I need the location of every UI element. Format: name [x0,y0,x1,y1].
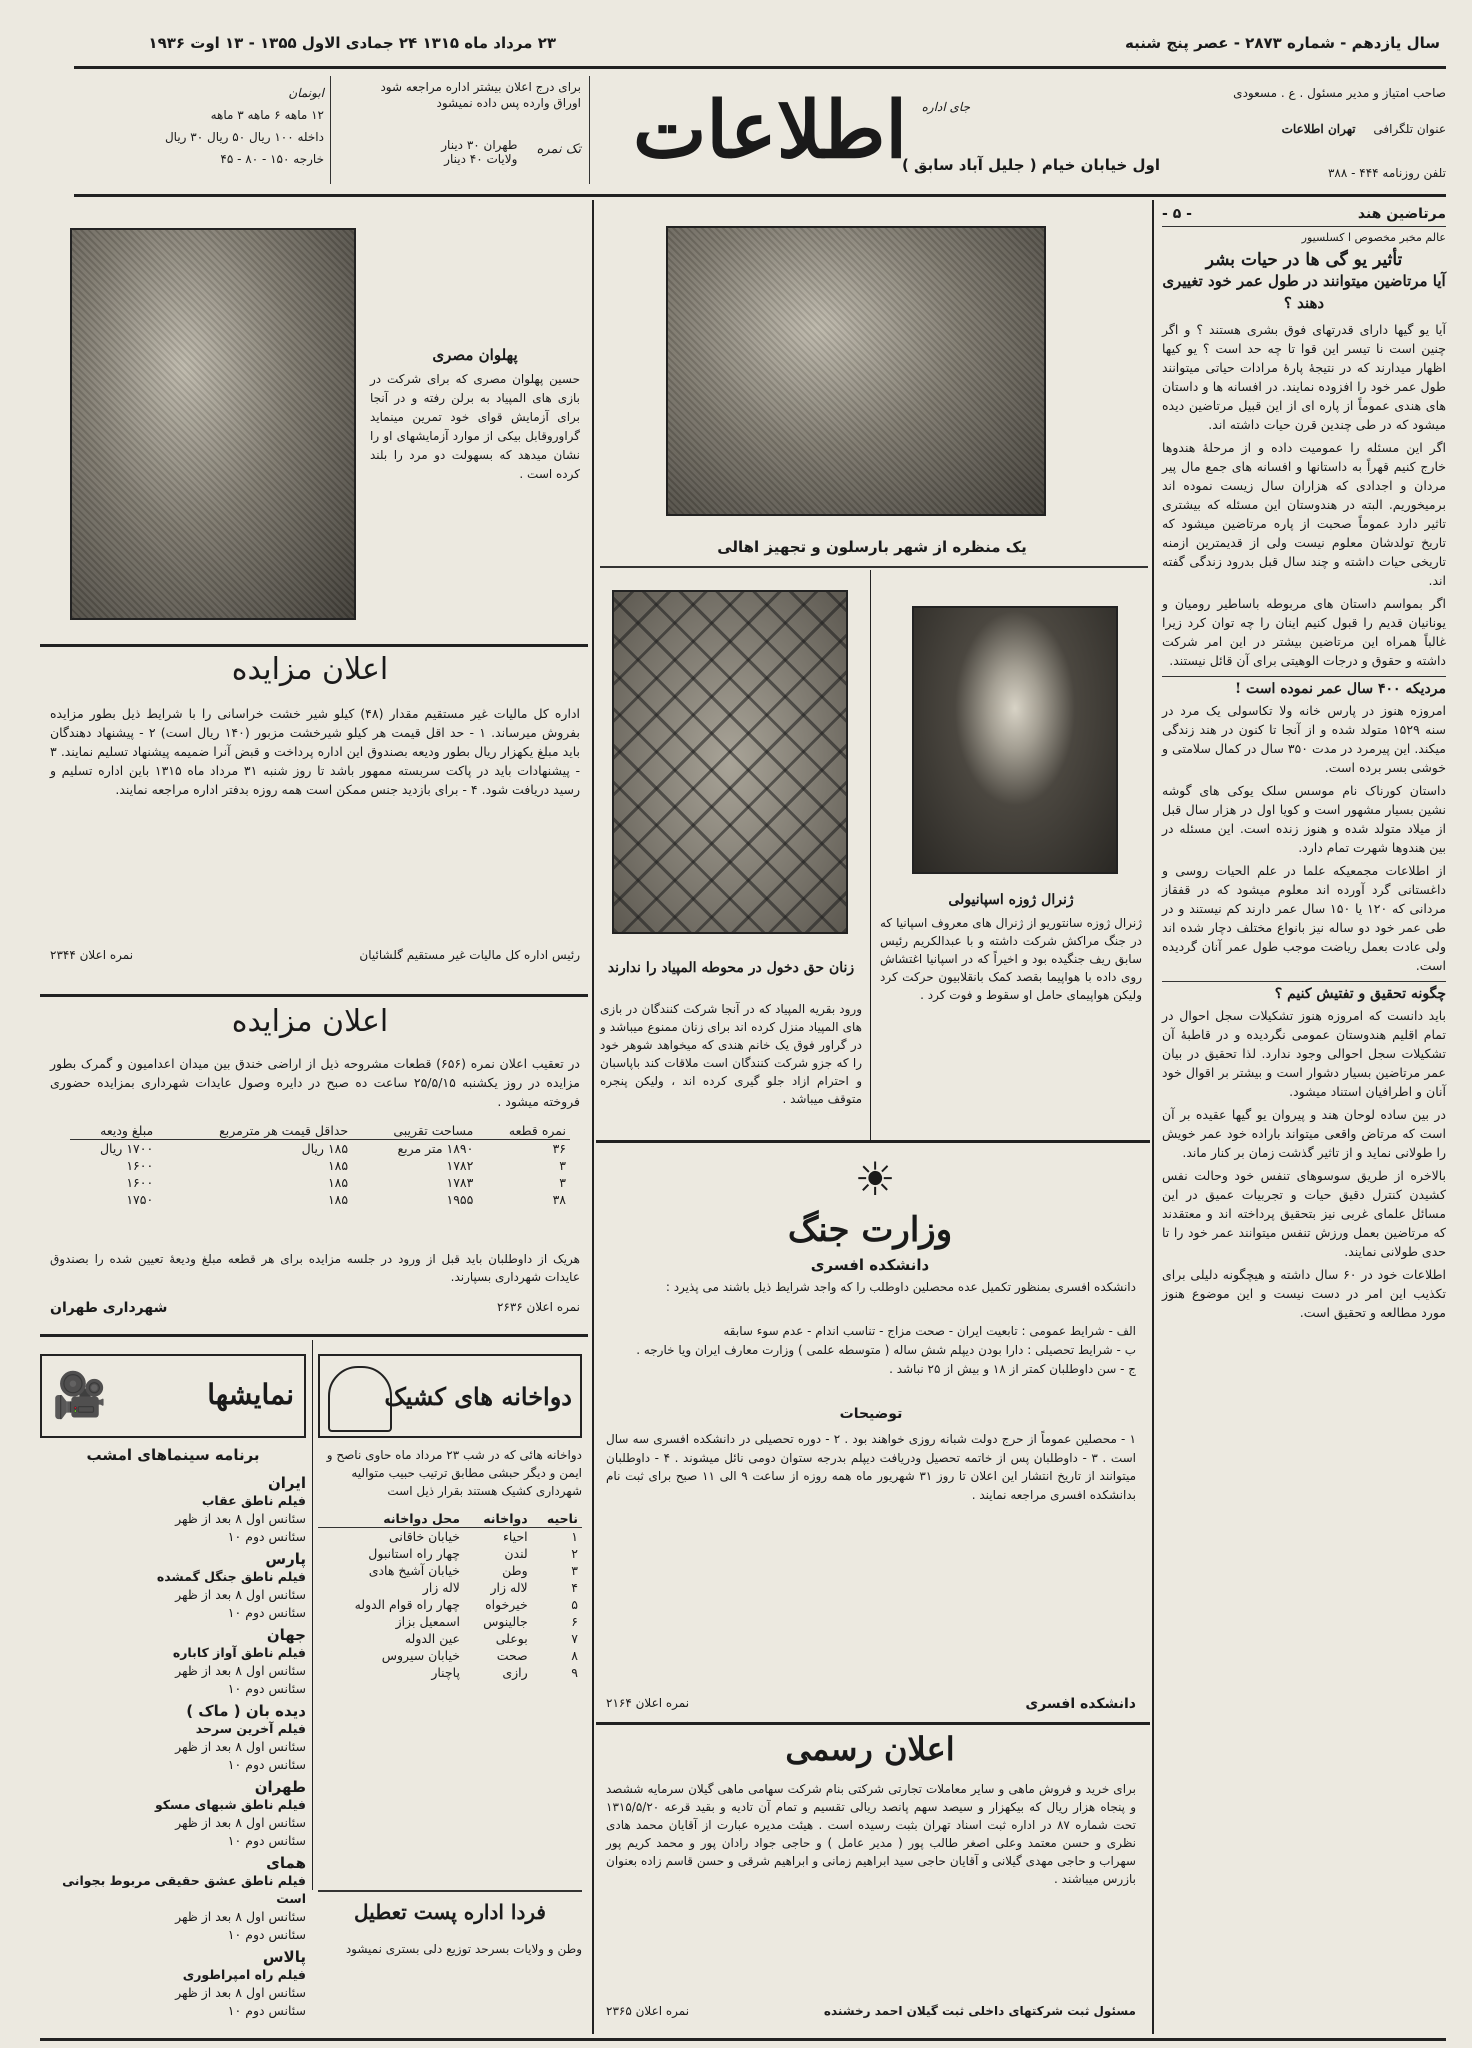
table-row [318,1613,582,1630]
table-cell: ۱۷۸۲ [446,1158,474,1173]
cinema-rule [312,1340,313,1890]
table-cell: احیاء [503,1529,528,1544]
table-row [70,1174,570,1191]
pharmacy-banner [318,1354,582,1438]
cinema-banner [40,1354,306,1438]
women-text: ورود بقریه المپیاد که در آنجا شرکت کنندگان در بازی های المپیاد منزل کرده اند برای زنان ممنوع میباشد و در گراور فوق یک خانم هندی که میخواهد شوهر خود را که جزو شرکت کنندگان است ملاقات کند باپاسبان و احترام ازاد جلو گیری کرده اند ، ولیکن پنجره متوقف میباشد . [600,1002,862,1106]
subscription-box [74,82,324,170]
byline: عالم مخبر مخصوص ا کسلسیور [1301,231,1446,244]
cinema-name: دیده بان ( ماک ) [186,1702,306,1720]
auction2-table [70,1122,570,1208]
subscription-foreign: خارجه ۱۵۰ - ۸۰ - ۴۵ [220,152,324,166]
auction2-body: در تعقیب اعلان نمره (۶۵۶) قطعات مشروحه ذیل از اراضی خندق بین میدان اعدامیون و گمرک بطور مزایده در روز یکشنبه ۲۵/۵/۱۵ ساعت ده صبح در دایره وصول عایدات شهرداری بمزایده حضوری فروخته میشود . [50,1056,580,1109]
cinema-film: فیلم ناطق عشق حقیقی مربوط بجوانی است [62,1873,306,1906]
cinema-film: فیلم ناطق عقاب [201,1493,306,1508]
cinema-session: سئانس اول ۸ بعد از ظهر [175,1815,306,1830]
table-cell: ۶ [571,1614,578,1629]
cinema-sign: نمایشها [207,1378,294,1411]
masthead-bottom-rule [74,194,1446,197]
post-title: فردا اداره پست تعطیل [354,1900,546,1924]
table-cell: ۱۷۵۰ [126,1192,154,1207]
auction1-footer [50,948,580,962]
general-text: ژنرال ژوزه سانتوریو از ژنرال های معروف اسپانیا که در جنگ مراکش شرکت داشته و با عبدالکریم رئیس سابق ریف جنگیده بود و اخیراً که در اسپانیا اغتشاش روی داده با هواپیما بقصد کمک بانقلابیون حرکت کرد ولیکن هواپیمای حامل او سقوط و فوت کرد . [880,916,1142,1002]
office-address: اول خیابان خیام ( جلیل آباد سابق ) [901,156,1160,174]
auction2-col: حداقل قیمت هر مترمربع [219,1123,349,1138]
col-rule-right [1152,200,1154,2034]
table-cell: ۱۷۰۰ ریال [99,1141,154,1156]
film-camera-icon: 🎥 [52,1370,107,1421]
article-para-10: اطلاعات خود در ۶۰ سال داشته و هیچگونه دلیلی برای تکذیب این امر در دست نیست و این موضوع هنوز مورد مطالعه و تحقیق است. [1162,1267,1446,1320]
auction2-title: اعلان مزایده [231,1004,389,1039]
barcelona-photo [666,226,1046,516]
war-item: ج - سن داوطلبان کمتر از ۱۸ و بیش از ۲۵ نباشد . [889,1362,1136,1376]
war-notes-title: توضیحات [839,1406,903,1422]
table-cell: ۵ [571,1597,578,1612]
table-cell: لاله زار [490,1580,528,1595]
war-ministry-title: وزارت جنگ [787,1210,953,1250]
article-para-6: از اطلاعات مجمعیکه علما در علم الحیات روسی و داغستانی گرد آورده اند معلوم میشود که در قفقاز مردانی که ۱۲۰ یا ۱۵۰ سال عمر دارند کم نیستند و در طی عمر خود دو ساله نیز بانواع مختلف دچار شده اند ولی عادت بعمل ریاضت موجب طول عمر آنان گردیده است. [1162,863,1446,973]
cinema-session: سئانس دوم ۱۰ [227,1605,306,1620]
cinema-entry [40,1778,306,1850]
table-cell: ۱۶۰۰ [126,1158,154,1173]
office-label: جای اداره [921,100,970,114]
pharmacist-icon [328,1366,392,1432]
article-para-5: داستان کورناک نام موسس سلک یوکی های گوشه نشین بسیار مشهور است و کویا اول در هزار سال قبل از میلاد متولد شده و هنوز زنده است. این مسئله در بین هندوها شهرت تمام دارد. [1162,783,1446,855]
telegraph-value: تهران اطلاعات [1281,122,1356,136]
table-cell: ۱۷۸۳ [446,1175,474,1190]
table-cell: خیابان آشیخ هادی [368,1563,460,1578]
subheading-investigate: چگونه تحقیق و تفتیش کنیم ؟ [1162,981,1446,1002]
table-cell: اسمعیل بزاز [395,1614,460,1629]
headline: تأثیر یو گی ها در حیات بشر [1205,250,1403,270]
cinema-session: سئانس دوم ۱۰ [227,1833,306,1848]
cinema-session: سئانس دوم ۱۰ [227,1529,306,1544]
table-row [318,1528,582,1546]
cinema-name: همای [266,1854,306,1872]
war-notes: ۱ - محصلین عموماً از حرج دولت شبانه روزی خواهند بود . ۲ - دوره تحصیلی در دانشکده افسری سه سال است . ۳ - داوطلبان پس از خاتمه تحصیل ودریافت دیپلم بدرجه ستوان دومی نائل میشوند . ۴ - داوطلبان میتوانند از تاریخ انتشار این اعلان تا روز ۳۱ شهریور ماه همه روزه از ساعت ۹ الی ۱۱ صبح برای ثبت نام بدانشکده افسری مراجعه نمایند . [606,1432,1136,1502]
table-cell: عین الدوله [404,1631,460,1646]
article-para-7: باید دانست که امروزه هنوز تشکیلات سجل احوال در تمام اقلیم هندوستان عمومی نگردیده و در قاطبهٔ آن تشکیلات سجل احوالی وجود ندارد. لذا تحقیق در بیان عمر مرتاضین بسیار دشوار است و بیشتر بر اقوال خود آنان و اطرافیان استناد میشود. [1162,1008,1446,1099]
general-photo [912,606,1118,874]
cinema-name: ایران [267,1474,306,1492]
price-tehran: طهران ۳۰ دینار [441,138,518,152]
auction1-sign: رئیس اداره کل مالیات غیر مستقیم گلشائیان [359,948,580,962]
table-cell: ۳۶ [552,1141,566,1156]
table-cell: لاله زار [422,1580,460,1595]
auction1-body: اداره کل مالیات غیر مستقیم مقدار (۴۸) کیلو شیر خشت خراسانی را با شرایط ذیل بطور مزایده بفروش میرساند. ۱ - حد اقل قیمت هر کیلو شیرخشت مزبور (۱۴۰ ریال است) ۲ - پیشنهاد دهندگان باید مبلغ یکهزار ریال بطور ودیعه بصندوق این اداره پرداخت و قبض آنرا ضمیمه پیشنهاد تسلیم نمایند. ۳ - پیشنهادات باید در پاکت سربسته ممهور باشد تا روز شنبه ۳۱ مرداد ماه ۱۳۱۵ باین اداره تسلیم و رسید دریافت شود. ۴ - برای بازدید جنس ممکن است همه روزه بدفتر اداره مراجعه نمایند. [50,706,581,797]
table-row [318,1596,582,1613]
table-cell: ۱ [571,1529,578,1544]
phone-line: تلفن روزنامه ۴۴۴ - ۳۸۸ [1327,166,1446,180]
cinema-entry [40,1948,306,2020]
price-provinces: ولایات ۴۰ دینار [444,152,518,166]
cinema-name: جهان [266,1626,306,1644]
table-cell: ۳۸ [552,1192,566,1207]
table-row [318,1647,582,1664]
right-col-header [1162,206,1446,222]
subheadline: آیا مرتاضین میتوانند در طول عمر خود تغییری دهند ؟ [1162,272,1446,312]
subscription-head: ۱۲ ماهه ۶ ماهه ۳ ماهه [210,108,324,122]
bottom-rule [40,2038,1446,2041]
official-sign: مسئول ثبت شرکتهای داخلی ثبت گیلان احمد رخشنده [823,2004,1136,2018]
cinema-session: سئانس اول ۸ بعد از ظهر [175,1587,306,1602]
women-photo [612,590,848,934]
cinema-session: سئانس اول ۸ بعد از ظهر [175,1739,306,1754]
center-divider-3 [596,1722,1150,1725]
war-ref: نمره اعلان ۲۱۶۴ [606,1696,690,1710]
table-cell: ۳ [559,1158,566,1173]
cinema-film: فیلم ناطق جنگل گمشده [156,1569,306,1584]
left-divider-1 [40,644,588,647]
pharmacy-col: دواخانه [483,1511,528,1526]
barcelona-caption: یک منظره از شهر بارسلون و تجهیز اهالی [717,538,1027,556]
auction2-col: مبلغ ودیعه [100,1123,154,1138]
table-cell: صحت [496,1648,528,1663]
auction2-sign: شهرداری طهران [50,1300,168,1316]
cinema-session: سئانس اول ۸ بعد از ظهر [175,1909,306,1924]
price-values [441,138,517,166]
table-row [318,1630,582,1647]
cinema-entry [40,1474,306,1546]
pharmacy-col: محل دواخانه [383,1511,460,1526]
subscription-domestic: داخله ۱۰۰ ریال ۵۰ ریال ۳۰ ریال [164,130,324,144]
price-block [341,138,581,166]
cinema-session: سئانس اول ۸ بعد از ظهر [175,1663,306,1678]
cinema-session: سئانس اول ۸ بعد از ظهر [175,1985,306,2000]
table-cell: بوعلی [495,1631,528,1646]
left-divider-2 [40,994,588,997]
cinema-session: سئانس دوم ۱۰ [227,1757,306,1772]
cinema-entry [40,1626,306,1698]
auction2-footer [50,1300,580,1316]
table-cell: ۹ [571,1665,578,1680]
article-para-2: اگر این مسئله را عمومیت داده و از مرحلهٔ هندوها خارج کنیم قهراً به داستانها و افسانه های جمع مال پیر مردان و اجدادی که هزاران سال زیست نموده اند برمیخوریم. البته در هندوستان این مسئله که بیشتری تاثیر دارد عموماً صحبت از پاره مرتاضین میشود که تاریخ تولدشان معلوم نیست ولی از قدیمترین ازمنه تاریخی حیات داشته و چند سال قبل بدرود زندگی گفته اند. [1162,440,1446,588]
table-cell: ۱۶۰۰ [126,1175,154,1190]
war-item: ب - شرایط تحصیلی : دارا بودن دیپلم شش ساله ( متوسطه علمی ) وزارت معارف ایران ویا خارجه . [636,1343,1136,1357]
pharmacy-intro: دواخانه هائی که در شب ۲۳ مرداد ماه حاوی ناصح و ایمن و دیگر حبشی مطابق ترتیب حبیب متوالیه شهرداری کشیک هستند بقرار ذیل است [326,1448,582,1498]
table-cell: خیرخواه [485,1597,528,1612]
cinema-name: پارس [265,1550,306,1568]
official-ref: نمره اعلان ۲۳۶۵ [606,2004,690,2018]
newspaper-title: اطلاعات [632,85,908,176]
table-cell: پاچنار [431,1665,460,1680]
ads-box [330,76,590,184]
subscription-label: ابونمان [288,86,324,100]
wrestler-photo [70,228,356,620]
women-title: زنان حق دخول در محوطه المپیاد را ندارند [607,960,855,976]
center-divider-2 [596,1140,1150,1143]
official-body: برای خرید و فروش ماهی و سایر معاملات تجارتی شرکتی بنام شرکت سهامی ماهی گیلان سرمایه ششصد و پنجاه هزار ریال که بیکهزار و سیصد سهم پانصد ریالی تقسیم و تمام آن تادیه و بقید قرعه ۱۳۱۵/۵/۲۰ تحت شماره ۸۷ در اداره ثبت اسناد تهران بثبت رسیده است . هیئت مدیره عبارت از آقایان محمد هادی نظری و حسن معتمد وعلی اصغر طالب پور ( مدیر عامل ) و حاجی جواد رادان پور و محمد کریم پور سهراب و حاجی مهدی گیلانی و آقایان حاجی سید ابراهیم زمانی و ابراهیم شرقی و حسن قاسم زاده بعنوان بازرس میباشند . [606,1782,1136,1886]
table-cell: ۳ [559,1175,566,1190]
pharmacy-title: دواخانه های کشیک [384,1382,572,1411]
col-rule-left [592,200,594,2034]
table-row [318,1579,582,1596]
general-title: ژنرال ژوزه اسپانیولی [948,892,1074,908]
article-para-1: آیا یو گیها دارای قدرتهای فوق بشری هستند ؟ و اگر چنین است نا تیسر این قوا تا چه حد است ؟ یو کیها اظهار میدارند که در نتیجهٔ پارهٔ مرادات حیاتی میتوانند طول عمر خود را افزوده نمایند. در افسانه ها و داستان های هندی عموماً از پاره ای از این قبیل مرتاضین دیده میشود که در طی چندین قرن حیات داشته اند. [1162,322,1446,432]
cinema-schedule [40,1470,306,2020]
cinema-session: سئانس دوم ۱۰ [227,1927,306,1942]
subheading-400: مردیکه ۴۰۰ سال عمر نموده است ! [1162,676,1446,697]
table-cell: رازی [502,1665,528,1680]
pharmacy-table [318,1510,582,1681]
article-para-9: بالاخره از طریق سوسوهای تنفس خود وحالت نفس کشیدن کنترل دقیق حیات و تجربیات عمیق در این مسائل علمای غربی نیز بتحقیق پرداخته اند و معتقدند که مرتاضین بعمل ورزش تنفس میتوانند عمر خود را تا حدی طولانی نمایند. [1162,1168,1446,1259]
table-cell: ۴ [571,1580,578,1595]
cinema-film: فیلم ناطق شبهای مسکو [154,1797,306,1812]
pharmacy-table-header [318,1510,582,1528]
pharmacy-col: ناحیه [546,1511,578,1526]
cinema-film: فیلم ناطق آواز کاباره [172,1645,306,1660]
table-cell: وطن [502,1563,528,1578]
date-line: ۲۳ مرداد ماه ۱۳۱۵ ۲۴ جمادی الاول ۱۳۵۵ - ۱۳ اوت ۱۹۳۶ [148,34,556,52]
table-cell: ۱۸۵ ریال [301,1141,349,1156]
center-divider-1 [600,566,1148,568]
telegraph-line [1166,122,1446,136]
auction2-col: مساحت تقریبی [393,1123,474,1138]
table-row [70,1191,570,1208]
right-col-divider [1162,226,1446,227]
owner-line: صاحب امتیاز و مدیر مسئول . ع . مسعودی [1233,86,1446,100]
section-tag: مرتاضین هند [1357,206,1446,222]
war-footer [606,1696,1136,1712]
auction1-ref: نمره اعلان ۲۳۴۴ [50,948,134,962]
auction2-table-header [70,1122,570,1140]
cinema-entry [40,1550,306,1622]
telegraph-label: عنوان تلگرافی [1373,122,1446,136]
cinema-session: سئانس دوم ۱۰ [227,1681,306,1696]
cinema-film: فیلم آخرین سرحد [195,1721,306,1736]
auction2-ref: نمره اعلان ۲۶۳۶ [496,1300,580,1314]
table-cell: خیابان سیروس [381,1648,460,1663]
table-cell: ۱۸۵ [327,1158,349,1173]
wrestler-title: پهلوان مصری [432,346,518,364]
cinema-name: پالاس [262,1948,306,1966]
issue-line: سال یازدهم - شماره ۲۸۷۳ - عصر پنج شنبه [1125,34,1440,52]
table-cell: ۲ [571,1546,578,1561]
cinema-session: سئانس اول ۸ بعد از ظهر [175,1511,306,1526]
table-cell: جالینوس [483,1614,528,1629]
article-para-3: اگر بمواسم داستان های مربوطه باساطیر رومیان و یونانیان قدیم را قبول کنیم اینان را چه توان کرد زیرا غالباً همراه این مرتاضین بیشتر در این امر شرکت داشته و حقوق و درجات الوهیتی برای آن قائل نیستند. [1162,596,1446,668]
table-cell: ۱۸۹۰ متر مربع [397,1141,474,1156]
official-footer [606,2004,1136,2018]
cinema-session: سئانس دوم ۱۰ [227,2003,306,2018]
official-title: اعلان رسمی [785,1730,955,1768]
table-cell: ۷ [571,1631,578,1646]
top-rule [74,66,1446,69]
cinema-film: فیلم راه امپراطوری [182,1967,306,1982]
table-cell: خیابان خاقانی [388,1529,460,1544]
center-mid-rule [870,570,871,1140]
right-column [1162,206,1446,1322]
wrestler-text: حسین پهلوان مصری که برای شرکت در بازی های المپیاد به برلن رفته و در آنجا برای آزمایش قوای خود تمرین مینماید گراوروقابل بیکی از موارد آزمایشهای او را نشان میدهد که بسهولت دو مرد را بلند کرده است . [370,372,580,481]
auction2-note: هریک از داوطلبان باید قبل از ورود در جلسه مزایده برای هر قطعه مبلغ ودیعهٔ تعیین شده را بصندوق عایدات شهرداری بسپارند. [50,1252,580,1284]
table-row [70,1140,570,1158]
post-divider [318,1890,582,1892]
war-sign: دانشکده افسری [1025,1696,1136,1712]
post-text: وطن و ولایات بسرحد توزیع دلی بستری نمیشود [345,1942,582,1956]
cinema-name: طهران [254,1778,306,1796]
table-cell: ۸ [571,1648,578,1663]
cinema-title: برنامه سینماهای امشب [86,1446,260,1464]
table-cell: چهار راه استانبول [368,1546,460,1561]
table-cell: ۱۸۵ [327,1192,349,1207]
war-items [606,1322,1136,1379]
article-para-8: در بین ساده لوحان هند و پیروان یو گیها عقیده بر آن است که مرتاض واقعی میتواند باراده خود عمر خویش را طولانی نماید و از تاثیر گذشت زمان بر کنار ماند. [1162,1107,1446,1160]
left-divider-3 [40,1334,588,1337]
table-cell: لندن [504,1546,528,1561]
table-cell: ۳ [571,1563,578,1578]
cinema-entry [40,1702,306,1774]
table-row [318,1562,582,1579]
table-cell: چهار راه قوام الدوله [354,1597,460,1612]
war-item: الف - شرایط عمومی : تابعیت ایران - صحت مزاج - تناسب اندام - عدم سوء سابقه [723,1324,1136,1338]
table-row [318,1664,582,1681]
cinema-entry [40,1854,306,1944]
article-para-4: امروزه هنوز در پارس خانه ولا تکاسولی یک مرد در سنه ۱۵۲۹ متولد شده و از آنجا تا کنون در هند زندگی میکند. این پیرمرد در مدت ۳۵۰ سال در کمال سلامتی و خوشی بسر برده است. [1162,703,1446,775]
table-cell: ۱۸۵ [327,1175,349,1190]
lion-and-sun-icon: ☀ [854,1152,896,1206]
war-intro: دانشکده افسری بمنظور تکمیل عده محصلین داوطلب را که واجد شرایط ذیل باشند می پذیرد : [665,1280,1136,1294]
table-cell: ۱۹۵۵ [446,1192,474,1207]
ads-note-1: برای درج اعلان بیشتر اداره مراجعه شود [380,80,581,94]
war-ministry-sub: دانشکده افسری [810,1256,930,1274]
auction1-title: اعلان مزایده [231,652,389,687]
ads-note-2: اوراق وارده پس داده نمیشود [436,96,581,110]
price-label: تک نمره [536,142,581,157]
page-number: - ۵ - [1162,206,1192,222]
auction2-col: نمره قطعه [508,1123,566,1138]
table-row [318,1545,582,1562]
table-row [70,1157,570,1174]
